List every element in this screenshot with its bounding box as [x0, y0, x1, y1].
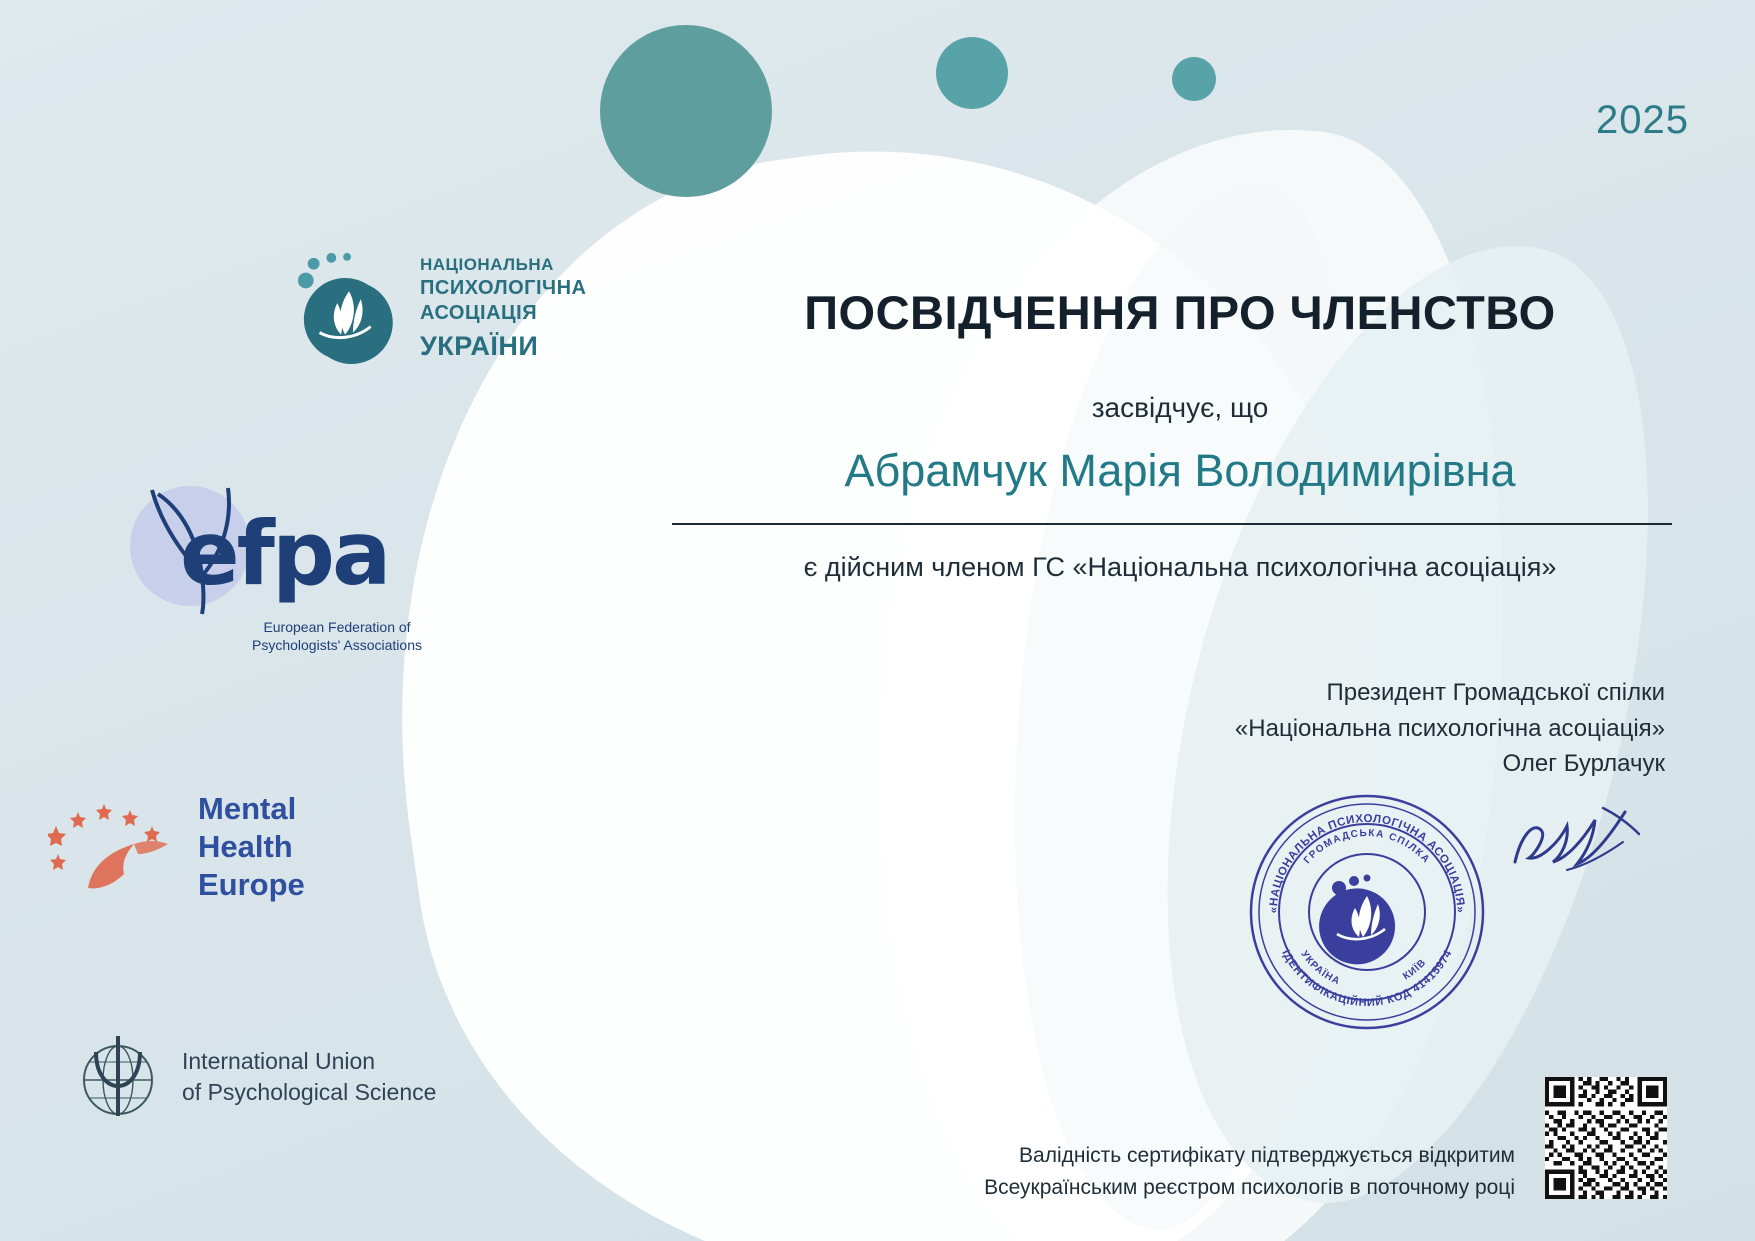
signatory-title-line-1: Президент Громадської спілки [1326, 679, 1665, 706]
member-name: Абрамчук Марія Володимирівна [844, 445, 1516, 496]
mhe-logo-line-1: Mental [198, 791, 297, 826]
npa-logo-text [420, 254, 640, 363]
svg-text:ГРОМАДСЬКА СПІЛКА: ГРОМАДСЬКА СПІЛКА [1301, 827, 1433, 867]
mhe-logo-text [198, 790, 305, 903]
name-underline [672, 523, 1672, 525]
signature-block [1065, 675, 1665, 782]
npa-logo-line-2: ПСИХОЛОГІЧНА [420, 276, 587, 299]
npa-logo-line-1: НАЦІОНАЛЬНА [420, 255, 554, 274]
npa-leaf-icon [292, 248, 410, 366]
logo-npa [292, 238, 642, 373]
signatory-title-line-2: «Національна психологічна асоціація» [1234, 714, 1665, 742]
mhe-logo-line-2: Health [198, 828, 293, 864]
certificate-subtitle: засвідчує, що [1091, 392, 1269, 423]
certificate-year: 2025 [1596, 98, 1689, 142]
svg-text:ІДЕНТИФІКАЦІЙНИЙ КОД 41415974: ІДЕНТИФІКАЦІЙНИЙ КОД 41415974 [1279, 947, 1455, 1010]
efpa-subtitle [237, 618, 437, 654]
mhe-bird-icon [48, 796, 188, 901]
svg-text:«НАЦІОНАЛЬНА ПСИХОЛОГІЧНА АСОЦ: «НАЦІОНАЛЬНА ПСИХОЛОГІЧНА АСОЦІАЦІЯ» [1267, 812, 1467, 914]
npa-logo-line-4: УКРАЇНИ [420, 330, 539, 361]
efpa-subtitle-line-2: Psychologists' Associations [252, 637, 422, 654]
signatory-name: Олег Бурлачук [1502, 750, 1665, 778]
psi-globe-icon [72, 1030, 164, 1122]
mhe-logo-line-3: Europe [198, 866, 305, 902]
membership-statement: є дійсним членом ГС «Національна психологічна асоціація» [803, 552, 1557, 582]
decorative-circle-medium [936, 37, 1008, 109]
decorative-circle-small [1172, 57, 1216, 101]
official-stamp [1243, 788, 1491, 1036]
certificate-title: ПОСВІДЧЕННЯ ПРО ЧЛЕНСТВО [804, 286, 1556, 339]
efpa-wordmark: efpa [180, 502, 389, 605]
logo-iupsys [72, 1030, 472, 1130]
iupsys-logo-line-2: of Psychological Science [182, 1079, 437, 1106]
validity-footnote-line-2: Всеукраїнським реєстром психологів в поточному році [984, 1175, 1515, 1199]
verification-qr-code[interactable] [1545, 1077, 1667, 1199]
logo-mental-health-europe [48, 790, 398, 910]
npa-logo-line-3: АСОЦІАЦІЯ [420, 302, 538, 325]
partner-logos [0, 0, 660, 1241]
efpa-subtitle-line-1: European Federation of [263, 619, 411, 635]
logo-efpa [120, 480, 440, 670]
validity-footnote-line-1: Валідність сертифікату підтверджується відкритим [1019, 1144, 1515, 1167]
iupsys-logo-line-1: International Union [182, 1048, 376, 1074]
iupsys-logo-text [182, 1046, 436, 1108]
svg-text:УКРАЇНА: УКРАЇНА [1298, 948, 1342, 988]
validity-footnote [815, 1140, 1515, 1203]
svg-text:КИЇВ: КИЇВ [1401, 957, 1429, 983]
handwritten-signature [1507, 800, 1647, 890]
